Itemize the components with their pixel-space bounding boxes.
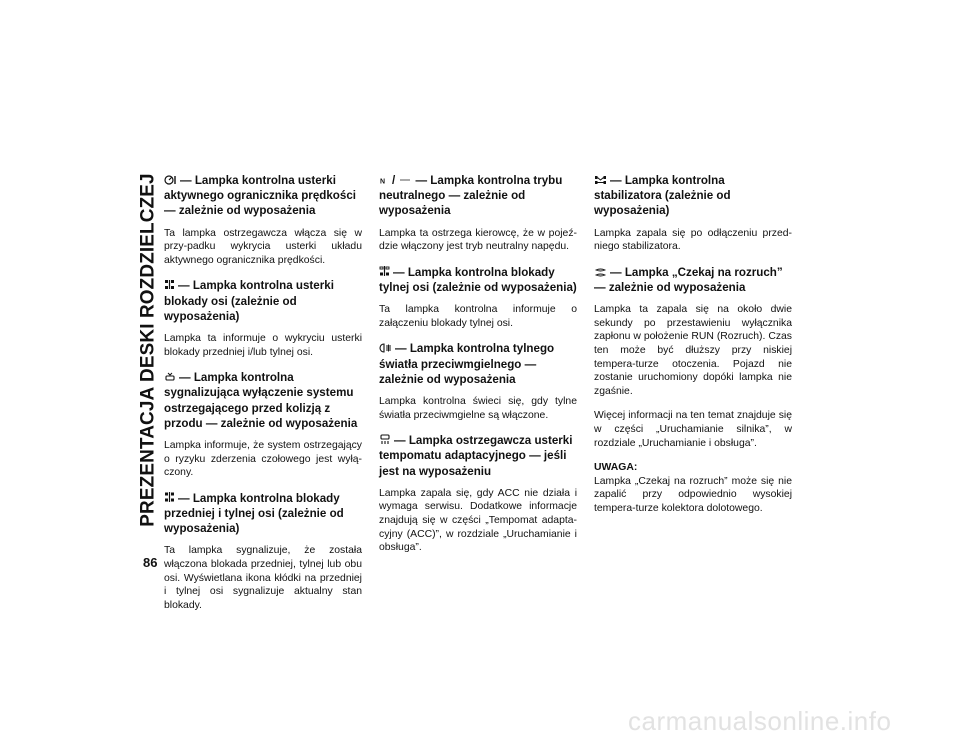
sway-bar-icon: [594, 175, 607, 185]
section-rear-axle-lock-text: Ta lampka kontrolna informuje o załączeniu blokady tylnej osi.: [379, 304, 577, 329]
section-wait-to-start-title: — Lampka „Czekaj na rozruch” — zależnie od wyposażenia: [594, 265, 783, 294]
section-sway-bar-text: Lampka zapala się po odłączeniu przed-niego stabilizatora.: [594, 227, 792, 253]
section-rear-axle-lock-title: — Lampka kontrolna blokady tylnej osi (zależnie od wyposażenia): [379, 265, 577, 294]
axle-lock-fault-icon: [164, 279, 175, 290]
forward-collision-off-icon: [164, 372, 176, 382]
section-front-rear-axle-lock-text: Ta lampka sygnalizuje, że została włączona blokada przedniej, tylnej lub obu osi. Wyświetlana ikona kłódki na przedniej i tylnej osi sygnalizuje aktualny stan blokady.: [164, 545, 362, 611]
note-block: [594, 461, 792, 515]
section-wait-to-start-text-2: Więcej informacji na ten temat znajduje się w części „Uruchamianie silnika”, w rozdziale „Uruchamianie i obsługa”.: [594, 410, 792, 449]
section-axle-lock-fault-title: — Lampka kontrolna usterki blokady osi (zależnie od wyposażenia): [164, 279, 334, 323]
side-chapter-title: [136, 150, 162, 550]
section-fcw-off-text: Lampka informuje, że system ostrzegający o ryzyku zderzenia czołowego jest wyłą-czony.: [164, 440, 362, 479]
acc-fault-icon: [379, 434, 391, 445]
section-acc-fault-text: Lampka zapala się, gdy ACC nie działa i wymaga serwisu. Dodatkowe informacje znajdują się w części „Tempomat adapta-cyjny (ACC)”, w rozdziale „Uruchamianie i obsługa”.: [379, 487, 577, 554]
neutral-mode-alt-icon: [398, 175, 412, 185]
column-3: [594, 173, 792, 527]
watermark: carmanualsonline.info: [628, 706, 892, 736]
section-axle-lock-fault-text: Lampka ta informuje o wykryciu usterki blokady przedniej i/lub tylnej osi.: [164, 333, 362, 358]
side-chapter-title-text: PREZENTACJA DESKI ROZDZIELCZEJ: [138, 173, 160, 527]
section-neutral-text: Lampka ta ostrzega kierowcę, że w pojeź-dzie włączony jest tryb neutralny napędu.: [379, 227, 577, 253]
note-text: Lampka „Czekaj na rozruch” może się nie zapalić przy odpowiednio wysokiej tempera-turze kolektora dolotowego.: [594, 475, 792, 514]
svg-text:N: N: [380, 178, 386, 185]
front-rear-axle-lock-icon: [164, 491, 175, 503]
section-front-rear-axle-lock-title: — Lampka kontrolna blokady przedniej i tylnej osi (zależnie od wyposażenia): [164, 491, 344, 536]
section-rear-fog-title: — Lampka kontrolna tylnego światła przeciwmgielnego — zależnie od wyposażenia: [379, 342, 555, 386]
neutral-mode-icon: [379, 175, 389, 185]
neutral-separator: /: [392, 174, 396, 187]
section-fcw-off-title: — Lampka kontrolna sygnalizująca wyłączenie systemu ostrzegającego przed kolizją z przodu — zależnie od wyposażenia: [164, 371, 358, 430]
section-rear-fog-text: Lampka kontrolna świeci się, gdy tylne światła przeciwmgielne są włączone.: [379, 396, 577, 421]
note-label: UWAGA:: [594, 462, 638, 474]
page-number: 86: [143, 555, 158, 570]
section-acc-fault-title: — Lampka ostrzegawcza usterki tempomatu adaptacyjnego — jeśli jest na wyposażeniu: [379, 434, 573, 478]
column-2: [379, 173, 577, 566]
section-speed-limiter-fault-text: Ta lampka ostrzegawcza włącza się w przy-padku wykrycia usterki układu aktywnego ogranicznika prędkości.: [164, 227, 362, 266]
speed-limiter-fault-icon: [164, 175, 177, 185]
column-1: [164, 173, 362, 623]
rear-axle-lock-icon: [379, 265, 390, 277]
section-speed-limiter-fault-title: — Lampka kontrolna usterki aktywnego ogranicznika prędkości — zależnie od wyposażenia: [164, 174, 356, 218]
wait-to-start-icon: [594, 268, 607, 277]
section-wait-to-start-text: Lampka ta zapala się na około dwie sekundy po przestawieniu wyłącznika zapłonu w położenie RUN (Rozruch). Czas ten może być dłuższy przy niskiej tempera-turze otoczenia. Pojazd nie zostanie uruchomiony dopóki lampka nie zgaśnie.: [594, 304, 792, 397]
section-neutral-title: N / — Lampka kontrolna trybu neutralnego — zależnie od wyposażenia: [379, 174, 563, 218]
rear-fog-light-icon: [379, 343, 392, 353]
section-sway-bar-title: — Lampka kontrolna stabilizatora (zależnie od wyposażenia): [594, 174, 731, 218]
